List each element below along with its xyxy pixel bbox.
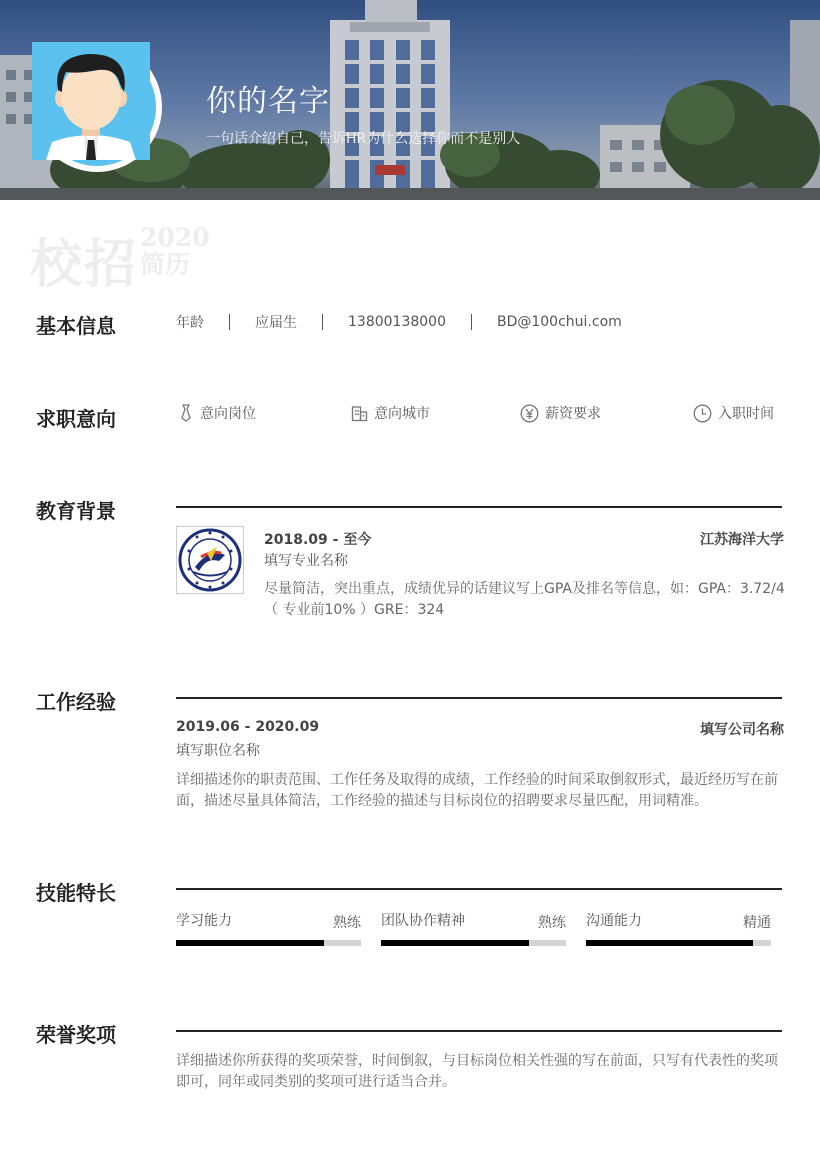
skill-name: 沟通能力 [586, 913, 642, 929]
skill-level: 精通 [743, 915, 771, 931]
section-title-honors: 荣誉奖项 [36, 1023, 116, 1047]
section-title-basic: 基本信息 [36, 314, 116, 338]
work-date: 2019.06 - 2020.09 [176, 719, 320, 735]
skill-bar-track [176, 940, 361, 946]
work-description: 详细描述你的职责范围、工作任务及取得的成绩，工作经验的时间采取倒叙形式，最近经历写在前面，描述尽量具体简洁，工作经验的描述与目标岗位的招聘要求尽量匹配，用词精准。 [176, 772, 778, 809]
basic-info-row [176, 312, 647, 332]
basic-phone: 13800138000 [348, 314, 446, 330]
intent-salary [520, 403, 601, 423]
skill-level: 熟练 [538, 915, 566, 931]
watermark [30, 222, 210, 297]
candidate-slogan: 一句话介绍自己，告诉HR为什么选择你而不是别人 [206, 131, 521, 147]
intent-city [351, 403, 430, 423]
intent-start-label: 入职时间 [718, 406, 774, 422]
education-school: 江苏海洋大学 [700, 532, 784, 548]
section-title-work: 工作经验 [36, 690, 116, 714]
section-rule-work [176, 697, 782, 699]
skill-bar-track [586, 940, 771, 946]
basic-status: 应届生 [255, 315, 297, 331]
university-seal-icon [176, 526, 244, 594]
skill-name: 学习能力 [176, 913, 232, 929]
skill-bar-track [381, 940, 566, 946]
skill-bar-fill [586, 940, 753, 946]
building-icon [351, 405, 368, 422]
intent-salary-label: 薪资要求 [545, 406, 601, 422]
education-date: 2018.09 - 至今 [264, 532, 372, 548]
section-rule-skills [176, 888, 782, 890]
basic-email: BD@100chui.com [496, 314, 622, 330]
avatar [32, 42, 162, 172]
tie-icon [178, 404, 194, 422]
yen-icon [520, 404, 539, 423]
intent-city-label: 意向城市 [374, 406, 430, 422]
work-company: 填写公司名称 [700, 722, 784, 738]
skill-name: 团队协作精神 [381, 913, 465, 929]
watermark-word: 简历 [140, 250, 191, 279]
intent-position-label: 意向岗位 [200, 406, 256, 422]
candidate-name: 你的名字 [206, 84, 330, 119]
clock-icon [693, 404, 712, 423]
skill-bar-fill [381, 940, 529, 946]
watermark-year: 2020 [140, 223, 210, 252]
skill-level: 熟练 [333, 915, 361, 931]
avatar-person-icon [38, 48, 150, 160]
work-title: 填写职位名称 [176, 743, 260, 759]
watermark-main: 校招 [30, 234, 139, 295]
intent-start [693, 403, 774, 423]
section-title-intent: 求职意向 [36, 407, 116, 431]
intent-position [178, 403, 256, 423]
honors-description: 详细描述你所获得的奖项荣誉，时间倒叙，与目标岗位相关性强的写在前面，只写有代表性的奖项即可，同年或同类别的奖项可进行适当合并。 [176, 1053, 778, 1090]
header-banner [0, 0, 820, 200]
education-major: 填写专业名称 [264, 553, 348, 569]
skill-bar-fill [176, 940, 324, 946]
section-title-skills: 技能特长 [36, 881, 116, 905]
section-title-education: 教育背景 [36, 499, 116, 523]
section-rule-honors [176, 1030, 782, 1032]
section-rule-education [176, 506, 782, 508]
education-description: 尽量简洁，突出重点，成绩优异的话建议写上GPA及排名等信息，如：GPA：3.72/4（ 专业前10% ）GRE：324 [264, 581, 785, 618]
basic-age: 年龄 [176, 315, 204, 331]
